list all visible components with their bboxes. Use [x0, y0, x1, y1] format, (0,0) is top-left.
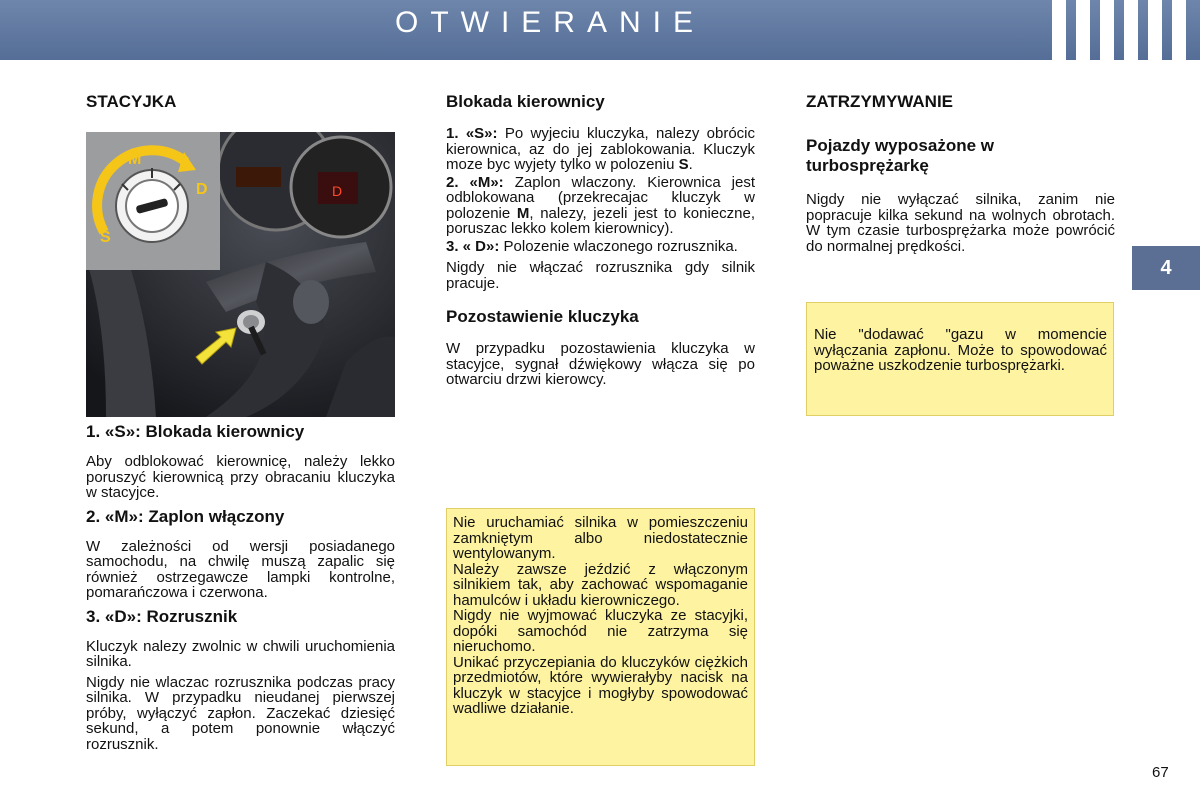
header-stripe	[1100, 0, 1114, 60]
key-label-m: M	[128, 151, 142, 168]
note-line: Nigdy nie wyjmować kluczyka ze stacyjki, dopóki samochód nie zatrzyma się nieruchomo.	[453, 607, 748, 655]
header-stripe	[1052, 0, 1066, 60]
page-header	[0, 0, 1200, 60]
note-line: Nie uruchamiać silnika w pomieszczeniu zamkniętym albo niedostatecznie wentylowanym.	[453, 514, 748, 562]
s2-title: 2. «M»: Zaplon włączony	[86, 506, 285, 526]
zatrzymywanie-heading: ZATRZYMYWANIE	[806, 92, 954, 111]
s3-text-2: Nigdy nie wlaczac rozrusznika podczas pracy silnika. W przypadku nieudanej pierwszej próby, wyłączyć zapłon. Zaczekać dziesięć sekund, a potem ponownie włączyć rozrusznik.	[86, 673, 395, 753]
s1-title: 1. «S»: Blokada kierownicy	[86, 422, 305, 441]
pozostawienie-text: W przypadku pozostawienia kluczyka w stacyjce, sygnał dźwiękowy włącza się po otwarciu drzwi kierowcy.	[446, 340, 755, 388]
key-label-d: D	[196, 181, 208, 198]
note-line: Należy zawsze jeździć z włączonym silnikiem tak, aby zachować wspomaganie hamulców i układu kierowniczego.	[453, 560, 748, 609]
item-m-text-b: , nalezy, jezeli jest to konieczne, poruszac lekko kolem kierownicy).	[446, 204, 756, 237]
section-heading: STACYJKA	[86, 92, 177, 111]
s1-text: Aby odblokować kierownicę, należy lekko poruszyć kierownicą przy obracaniu kluczyka w stacyjce.	[86, 453, 395, 501]
ignition-photo	[86, 132, 395, 417]
pozostawienie-heading: Pozostawienie kluczyka	[446, 307, 639, 326]
item-s-label: 1. «S»:	[446, 125, 498, 142]
starter-warning: Nigdy nie włączać rozrusznika gdy silnik pracuje.	[446, 259, 755, 292]
turbo-note-text: Nie "dodawać "gazu w momencie wyłączania zapłonu. Może to spowodować poważne uszkodzenie turbosprężarki.	[814, 326, 1107, 374]
item-s-bold: S	[678, 156, 689, 173]
item-d	[446, 239, 755, 255]
key-positions-diagram	[86, 132, 220, 270]
header-stripe	[1124, 0, 1138, 60]
header-stripe	[1076, 0, 1090, 60]
page-number: 67	[1152, 764, 1169, 781]
turbo-text: Nigdy nie wyłączać silnika, zanim nie popracuje kilka sekund na wolnych obrotach. W tym czasie turbosprężarka może powrócić do normalnej prędkości.	[806, 191, 1115, 255]
item-m-bold: M	[516, 204, 530, 222]
column-blokada	[446, 92, 755, 388]
s3-title: 3. «D»: Rozrusznik	[86, 606, 238, 626]
page-title: OTWIERANIE	[394, 6, 705, 39]
blokada-heading: Blokada kierownicy	[446, 92, 605, 111]
item-m-label: 2. «M»:	[446, 173, 504, 191]
s3-text-1: Kluczyk nalezy zwolnic w chwili uruchomienia silnika.	[86, 637, 395, 670]
turbo-note	[806, 302, 1114, 416]
item-s-text-b: .	[688, 156, 693, 173]
header-stripe	[1148, 0, 1162, 60]
key-label-s: S	[100, 229, 111, 246]
safety-note	[446, 508, 755, 766]
column-stacyjka-body	[86, 422, 395, 752]
column-zatrzymywanie	[806, 92, 1115, 254]
item-m	[446, 175, 755, 237]
s2-text: W zależności od wersji posiadanego samochodu, na chwilę muszą zapalic się również ostrzegawcze lampki kontrolne, pomarańczowa i czerwona.	[86, 537, 395, 601]
turbo-subheading: Pojazdy wyposażone w turbosprężarkę	[806, 136, 994, 175]
item-d-text: Polozenie wlaczonego rozrusznika.	[503, 237, 738, 255]
key-position-inset	[86, 132, 220, 270]
header-stripe	[1172, 0, 1186, 60]
item-d-label: 3. « D»:	[446, 237, 500, 255]
column-stacyjka	[86, 92, 395, 112]
item-s-text-a: Po wyjeciu kluczyka, nalezy obrócic kierownica, az do jej zablokowania. Kluczyk moze byc wyjety tylko w polozeniu	[446, 125, 755, 173]
item-m-text-a: Zaplon wlaczony. Kierownica jest odblokowana (przekrecajac kluczyk w polozenie	[446, 173, 755, 222]
note-line: Unikać przyczepiania do kluczyków ciężkich przedmiotów, które wywierałyby nacisk na kluczyk w stacyjce i mogłyby spowodować wadliwe działanie.	[453, 653, 748, 717]
chapter-tab[interactable]: 4	[1132, 246, 1200, 290]
item-s	[446, 126, 755, 173]
svg-text:D: D	[332, 183, 343, 199]
